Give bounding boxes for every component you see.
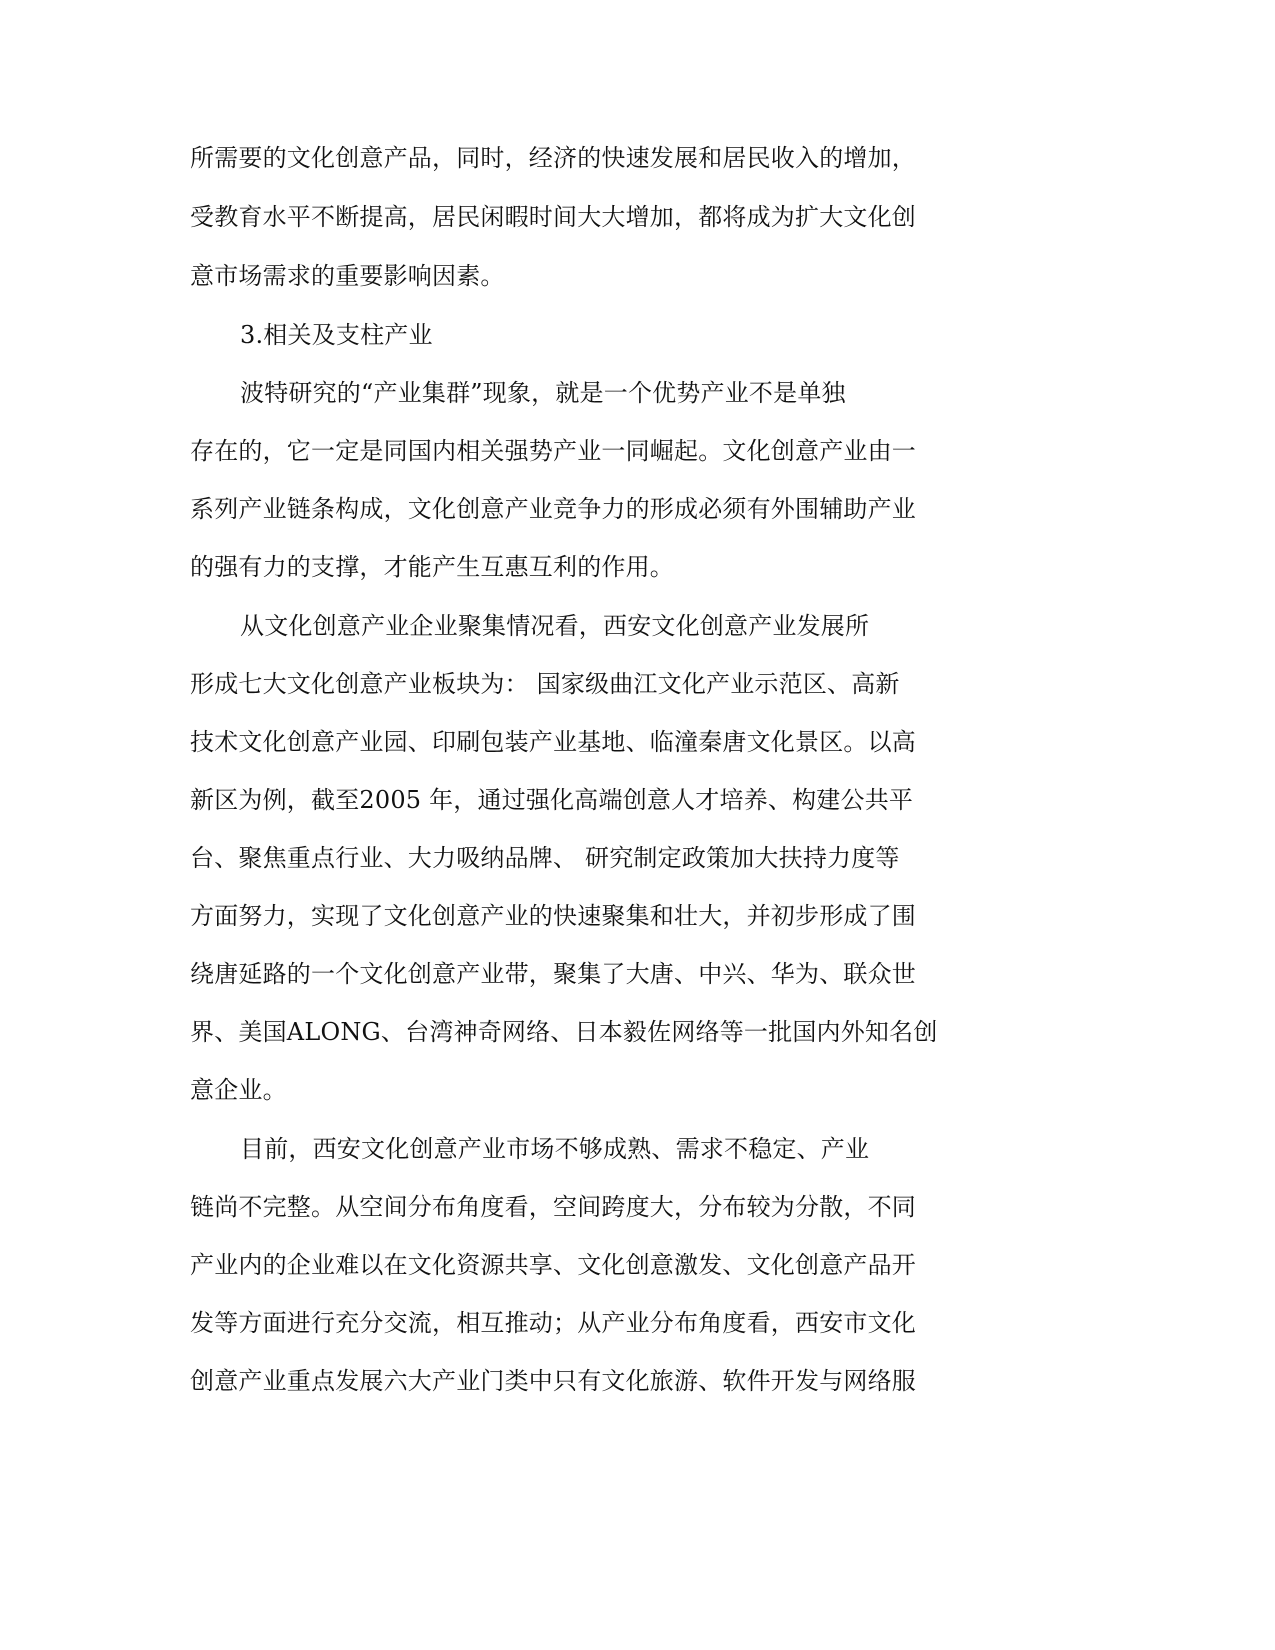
text-line-2: 受教育水平不断提高，居民闲暇时间大大增加，都将成为扩大文化创 [190, 203, 916, 231]
text-line-19: 链尚不完整。从空间分布角度看，空间跨度大，分布较为分散，不同 [190, 1193, 916, 1221]
text-line-16: 界、美国ALONG、台湾神奇网络、日本毅佐网络等一批国内外知名创 [190, 1018, 938, 1046]
text-line-14: 方面努力，实现了文化创意产业的快速聚集和壮大，并初步形成了围 [190, 902, 916, 930]
text-line-12: 新区为例，截至2005 年，通过强化高端创意人才培养、构建公共平 [190, 786, 914, 814]
text-line-11: 技术文化创意产业园、印刷包装产业基地、临潼秦唐文化景区。以高 [190, 728, 916, 756]
text-line-1: 所需要的文化创意产品，同时，经济的快速发展和居民收入的增加， [190, 144, 916, 172]
text-line-3: 意市场需求的重要影响因素。 [190, 262, 505, 290]
text-line-5: 波特研究的“产业集群”现象，就是一个优势产业不是单独 [240, 379, 846, 407]
text-line-9: 从文化创意产业企业聚集情况看，西安文化创意产业发展所 [240, 612, 870, 640]
text-line-15: 绕唐延路的一个文化创意产业带，聚集了大唐、中兴、华为、联众世 [190, 960, 916, 988]
text-line-13: 台、聚焦重点行业、大力吸纳品牌、 研究制定政策加大扶持力度等 [190, 844, 900, 872]
text-line-8: 的强有力的支撑，才能产生互惠互利的作用。 [190, 553, 674, 581]
text-line-22: 创意产业重点发展六大产业门类中只有文化旅游、软件开发与网络服 [190, 1367, 916, 1395]
text-line-10: 形成七大文化创意产业板块为： 国家级曲江文化产业示范区、高新 [190, 670, 900, 698]
text-line-6: 存在的，它一定是同国内相关强势产业一同崛起。文化创意产业由一 [190, 437, 916, 465]
text-line-18: 目前，西安文化创意产业市场不够成熟、需求不稳定、产业 [240, 1135, 870, 1163]
text-line-21: 发等方面进行充分交流，相互推动；从产业分布角度看，西安市文化 [190, 1309, 916, 1337]
text-line-7: 系列产业链条构成，文化创意产业竞争力的形成必须有外围辅助产业 [190, 495, 916, 523]
text-line-17: 意企业。 [190, 1076, 287, 1104]
section-heading: 3.相关及支柱产业 [240, 321, 433, 349]
text-line-20: 产业内的企业难以在文化资源共享、文化创意激发、文化创意产品开 [190, 1251, 916, 1279]
